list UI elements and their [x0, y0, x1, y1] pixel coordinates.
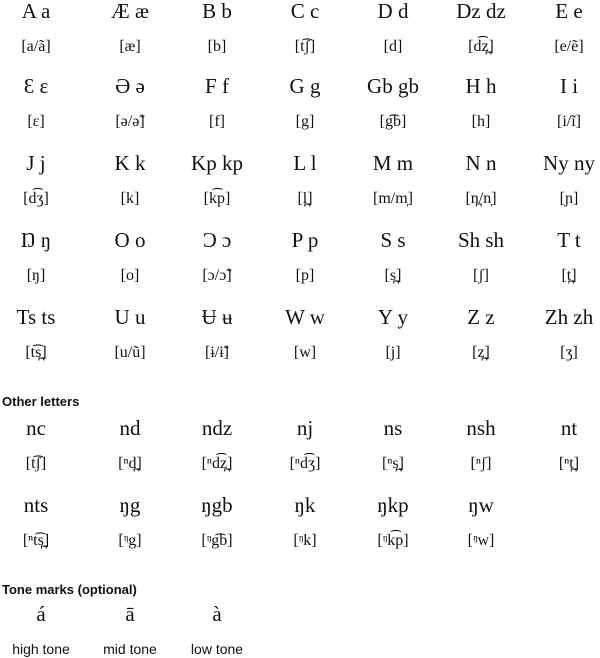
ipa-transcription: [h] [471, 113, 491, 130]
other-letter-ipa: [ᵑk] [293, 532, 317, 549]
alphabet-letter: Ɛ ɛ [23, 74, 49, 98]
alphabet-letter: M m [372, 151, 414, 175]
ipa-transcription: [ɔ/ɔ̃] [202, 267, 232, 284]
ipa-transcription: [d] [383, 38, 403, 55]
tone-label: mid tone [103, 641, 157, 657]
ipa-transcription: [t͡ʃ] [294, 38, 316, 55]
ipa-transcription: [g] [295, 113, 315, 130]
tone-marks-title: Tone marks (optional) [2, 582, 137, 597]
alphabet-letter: Ə ə [115, 74, 145, 98]
alphabet-letter: P p [291, 228, 319, 252]
ipa-transcription: [w] [293, 344, 317, 361]
other-letter-ipa: [ⁿt͡s̪] [22, 532, 50, 549]
tone-mark: à [212, 602, 222, 626]
ipa-transcription: [z̪] [472, 344, 490, 361]
other-letters-title: Other letters [2, 394, 80, 409]
ipa-transcription: [k͡p] [203, 190, 231, 207]
ipa-transcription: [l̪] [297, 190, 313, 207]
other-letter: nsh [466, 416, 496, 440]
ipa-transcription: [i/ĩ] [557, 113, 581, 130]
tone-label: high tone [12, 641, 70, 657]
other-letter-ipa: [t͡ʃ] [25, 455, 47, 472]
other-letter: ŋk [294, 493, 316, 517]
other-letter: ŋgb [201, 493, 233, 517]
other-letter: nts [23, 493, 49, 517]
alphabet-letter: Z z [467, 305, 495, 329]
alphabet-letter: Kp kp [191, 151, 243, 175]
alphabet-letter: O o [114, 228, 146, 252]
ipa-transcription: [ɨ/ɨ̃] [205, 344, 229, 361]
alphabet-letter: Sh sh [457, 228, 505, 252]
ipa-transcription: [u/ũ] [114, 344, 146, 361]
other-letter-ipa: [ⁿd͡ʒ] [289, 455, 321, 472]
ipa-transcription: [f] [209, 113, 225, 130]
other-letter: ŋg [119, 493, 141, 517]
ipa-transcription: [m/m̩] [373, 190, 413, 207]
alphabet-letter: C c [290, 0, 320, 23]
other-letter-ipa: [ᵑg] [118, 532, 142, 549]
ipa-transcription: [a/ã] [21, 38, 51, 55]
other-letter: nd [119, 416, 141, 440]
alphabet-letter: Zh zh [544, 305, 594, 329]
ipa-transcription: [p] [295, 267, 315, 284]
ipa-transcription: [ʒ] [560, 344, 578, 361]
alphabet-letter: Ʉ ʉ [201, 305, 233, 329]
other-letter-ipa: [ᵑk͡p] [377, 532, 409, 549]
alphabet-letter: Ts ts [16, 305, 56, 329]
alphabet-letter: B b [202, 0, 232, 23]
alphabet-letter: Ŋ ŋ [20, 228, 52, 252]
alphabet-letter: N n [465, 151, 497, 175]
ipa-transcription: [k] [120, 190, 140, 207]
alphabet-letter: T t [557, 228, 581, 252]
alphabet-letter: K k [114, 151, 146, 175]
ipa-transcription: [ʃ] [473, 267, 489, 284]
other-letter: ŋkp [377, 493, 409, 517]
tone-label: low tone [190, 641, 244, 657]
other-letter-ipa: [ᵑw] [467, 532, 495, 549]
ipa-transcription: [j] [385, 344, 401, 361]
ipa-transcription: [e/ẽ] [554, 38, 584, 55]
tone-mark: á [36, 602, 46, 626]
alphabet-letter: Gb gb [367, 74, 419, 98]
alphabet-letter: U u [114, 305, 146, 329]
ipa-transcription: [t͡s̪] [25, 344, 47, 361]
alphabet-letter: F f [205, 74, 229, 98]
alphabet-letter: Ny ny [543, 151, 595, 175]
ipa-transcription: [t̪] [561, 267, 577, 284]
other-letter: nj [296, 416, 314, 440]
ipa-transcription: [æ] [119, 38, 141, 55]
ipa-transcription: [s̪] [384, 267, 402, 284]
other-letter-ipa: [ⁿʃ] [470, 455, 492, 472]
other-letter-ipa: [ⁿs̪] [382, 455, 404, 472]
ipa-transcription: [o] [120, 267, 140, 284]
ipa-transcription: [d͡ʒ] [23, 190, 49, 207]
ipa-transcription: [b] [207, 38, 227, 55]
alphabet-letter: L l [293, 151, 317, 175]
other-letter-ipa: [ⁿt̪] [558, 455, 580, 472]
alphabet-letter: D d [377, 0, 409, 23]
alphabet-letter: Ɔ ɔ [202, 228, 232, 252]
ipa-transcription: [ə/ə̃] [115, 113, 145, 130]
other-letter: ns [383, 416, 403, 440]
alphabet-letter: Dz dz [456, 0, 506, 23]
ipa-transcription: [ŋ] [26, 267, 46, 284]
other-letter-ipa: [ⁿd͡z̪] [201, 455, 233, 472]
other-letter: ŋw [468, 493, 494, 517]
alphabet-letter: I i [559, 74, 579, 98]
ipa-transcription: [ɛ] [27, 113, 45, 130]
tone-mark: ā [125, 602, 135, 626]
ipa-transcription: [n̪/n̩] [465, 190, 497, 207]
alphabet-letter: W w [285, 305, 325, 329]
other-letter: nt [560, 416, 578, 440]
alphabet-letter: A a [21, 0, 51, 23]
ipa-transcription: [d͡z̪] [468, 38, 494, 55]
ipa-transcription: [g͡b] [379, 113, 407, 130]
alphabet-letter: E e [555, 0, 583, 23]
alphabet-letter: G g [289, 74, 321, 98]
alphabet-letter: Y y [377, 305, 409, 329]
other-letter-ipa: [ⁿd̪] [118, 455, 142, 472]
ipa-transcription: [ɲ] [559, 190, 579, 207]
alphabet-letter: Æ æ [111, 0, 149, 23]
alphabet-letter: S s [380, 228, 406, 252]
other-letter: nc [26, 416, 46, 440]
other-letter: ndz [201, 416, 233, 440]
alphabet-letter: H h [465, 74, 497, 98]
alphabet-letter: J j [26, 151, 46, 175]
other-letter-ipa: [ᵑg͡b] [201, 532, 233, 549]
